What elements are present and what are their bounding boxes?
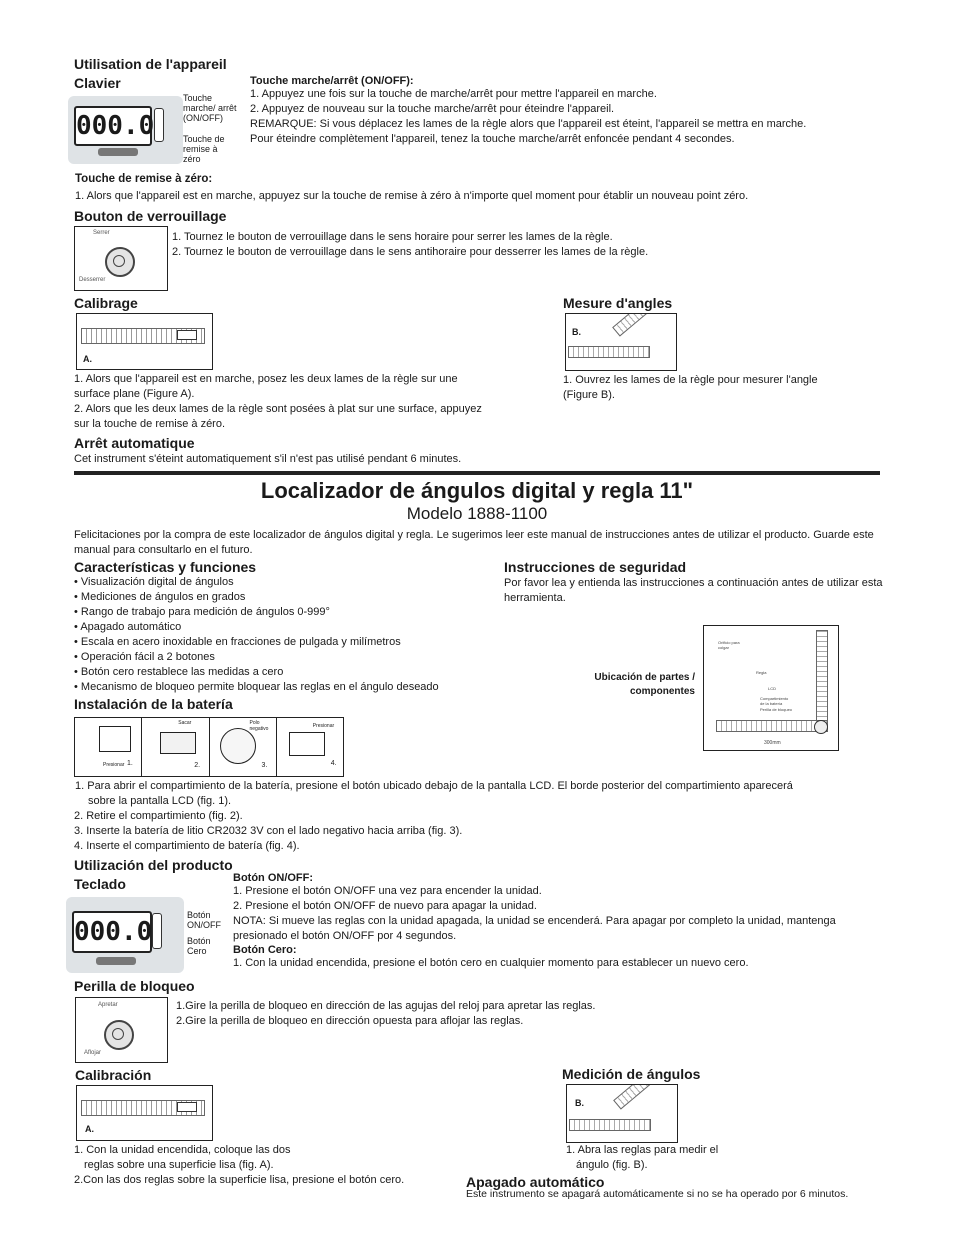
fr-keypad-figure [68,96,183,164]
fr-angle-fig-label: B. [572,327,581,337]
parts-callout: Orificio para colgar [718,640,740,650]
es-calib-line-1: 1. Con la unidad encendida, coloque las dos reglas sobre una superficie lisa (fig. A). [74,1144,291,1171]
fr-lock-loosen-label: Desserrer [79,277,106,283]
ruler-horizontal [716,720,828,732]
fr-onoff-block [250,75,830,147]
parts-callout: Regla [756,670,767,675]
es-parts-diagram [703,625,839,751]
es-title: Localizador de ángulos digital y regla 11" [260,478,694,503]
lock-knob-center [113,255,125,267]
fr-lock-tighten-label: Serrer [93,230,110,236]
lcd-display: 000.0 [72,911,152,953]
fr-lock-line-2: 2. Tournez le bouton de verrouillage dans le sens antihoraire pour desserrer les lames de la règle. [172,246,649,258]
fr-auto-title: Arrêt automatique [74,435,195,451]
side-buttons [154,108,164,142]
fig-lcd [99,726,131,752]
battery-step: 1. Para abrir el compartimiento de la batería, presione el botón ubicado debajo de la pantalla LCD. El borde posterior del compartimiento aparecerá sobre la pantalla LCD (fig. 1). [75,780,793,807]
section-divider [74,471,880,475]
fr-lock-text [172,230,812,260]
es-zero-text: 1. Con la unidad encendida, presione el botón cero en cualquier momento para establecer un nuevo cero. [233,957,749,969]
pivot [814,720,828,734]
battery-fig-number: 1. [127,760,133,767]
battery-door [96,957,136,965]
fr-calib-text [74,372,484,432]
es-keypad-figure [66,897,184,973]
fr-zero-text: 1. Alors que l'appareil est en marche, appuyez sur la touche de remise à zéro à n'importe quel moment pour établir un nouveau point zéro. [75,190,749,202]
side-buttons [152,913,162,949]
battery-fig-3 [210,718,277,776]
es-features-title: Características y funciones [74,559,257,575]
battery-step: 4. Inserte el compartimiento de batería (fig. 4). [74,840,300,852]
battery-fig-number: 3. [261,762,268,769]
parts-callout: Compartimiento de la batería [760,696,789,706]
es-lock-figure [75,997,168,1063]
ruler-lcd [177,1102,197,1112]
fr-calib-line-1: 1. Alors que l'appareil est en marche, posez les deux lames de la règle sur une surface plane (Figure A). [74,373,458,400]
fr-section-title: Utilisation de l'appareil [74,56,227,72]
es-safety-title: Instrucciones de seguridad [504,559,687,575]
battery-step: 2. Retire el compartimiento (fig. 2). [74,810,243,822]
parts-callout: LCD [768,686,777,691]
ruler-base [569,1119,651,1131]
ruler-base [568,346,650,358]
es-lock-line-2: 2.Gire la perilla de bloqueo en dirección opuesta para aflojar las reglas. [176,1015,524,1027]
fr-auto-text: Cet instrument s'éteint automatiquement s'il n'est pas utilisé pendant 6 minutes. [74,453,462,465]
es-zero-heading: Botón Cero: [233,944,297,956]
ruler-arm [612,313,675,337]
fr-onoff-note: REMARQUE: Si vous déplacez les lames de la règle alors que l'appareil est éteint, l'appareil se mettra en marche. Pour éteindre complètement l'appareil, tenez la touche marche/arrêt enfoncée pendant 4 secondes. [250,118,807,145]
fig-lcd [289,732,325,756]
lcd-display: 000.0 [74,106,152,146]
feature-item: • Mecanismo de bloqueo permite bloquear las reglas en el ángulo deseado [74,680,504,695]
battery-door [98,148,138,156]
fr-onoff-heading: Touche marche/arrêt (ON/OFF): [250,75,414,87]
es-angle-title: Medición de ángulos [562,1066,701,1082]
battery-fig-number: 4. [330,760,337,767]
es-onoff-note: NOTA: Si mueve las reglas con la unidad apagada, la unidad se encenderá. Para apagar por completo la unidad, mantenga presionado el botón ON/OFF por 4 segundos. [233,915,836,942]
es-safety-text: Por favor lea y entienda las instrucciones a continuación antes de utilizar esta herramienta. [504,577,883,604]
es-parts-label: Ubicación de partes / componentes [594,672,695,697]
es-lock-line-1: 1.Gire la perilla de bloqueo en dirección de las agujas del reloj para apretar las reglas. [176,1000,596,1012]
fr-angle-text: 1. Ouvrez les lames de la règle pour mesurer l'angle (Figure B). [563,374,818,401]
feature-item: • Operación fácil a 2 botones [74,650,504,665]
feature-item: • Visualización digital de ángulos [74,575,504,590]
es-onoff-line-2: 2. Presione el botón ON/OFF de nuevo para apagar la unidad. [233,900,537,912]
feature-item: • Mediciones de ángulos en grados [74,590,504,605]
fr-angle-figure [565,313,677,371]
es-auto-title: Apagado automático [466,1174,605,1190]
es-lock-tighten-label: Apretar [98,1002,118,1008]
feature-item: • Apagado automático [74,620,504,635]
fr-lock-figure [74,226,168,291]
es-intro: Felicitaciones por la compra de este localizador de ángulos digital y regla. Le sugerimos leer este manual de instrucciones antes de utilizar el producto. Guarde este manual para consultarlo en el futuro. [74,529,874,556]
lock-knob-center [112,1028,124,1040]
es-zero-callout: Botón Cero [187,936,211,956]
es-calib-title: Calibración [75,1067,152,1083]
es-use-title: Utilización del producto [74,857,233,873]
es-lock-loosen-label: Aflojar [84,1050,102,1056]
es-lock-text [176,999,796,1029]
ruler-lcd [177,330,197,340]
fr-calib-line-2: 2. Alors que les deux lames de la règle sont posées à plat sur une surface, appuyez sur la touche de remise à zéro. [74,403,482,430]
battery-fig-label: Presionar [103,762,125,768]
es-model: Modelo 1888-1100 [406,504,548,523]
fr-calib-fig-label: A. [83,354,92,364]
fr-onoff-line-2: 2. Appuyez de nouveau sur la touche marche/arrêt pour éteindre l'appareil. [250,103,615,115]
ruler-arm [613,1084,676,1110]
es-angle-fig-label: B. [575,1098,584,1108]
fig-lcd [160,732,196,754]
es-onoff-line-1: 1. Presione el botón ON/OFF una vez para encender la unidad. [233,885,542,897]
fr-keypad-title: Clavier [74,75,121,91]
fr-zero-heading: Touche de remise à zéro: [75,173,213,185]
fr-onoff-line-1: 1. Appuyez une fois sur la touche de marche/arrêt pour mettre l'appareil en marche. [250,88,657,100]
fr-zero-callout: Touche de remise à zéro [183,134,225,164]
battery-step: 3. Inserte la batería de litio CR2032 3V con el lado negativo hacia arriba (fig. 3). [74,825,463,837]
feature-item: • Botón cero restablece las medidas a cero [74,665,504,680]
es-onoff-block [233,872,873,971]
es-lock-title: Perilla de bloqueo [74,978,195,994]
parts-callout: 300mm [764,740,781,746]
es-calib-text [74,1143,474,1188]
fr-angle-title: Mesure d'angles [563,295,673,311]
battery-fig-2 [142,718,209,776]
es-features-list [74,575,504,695]
es-calib-figure [76,1085,213,1141]
es-angle-figure [566,1084,678,1143]
es-battery-figures [74,717,344,777]
battery-fig-label: Polo negativo [249,720,269,732]
battery-fig-1 [75,718,142,776]
es-onoff-heading: Botón ON/OFF: [233,872,314,884]
battery-fig-label: Presionar [312,723,335,729]
battery-fig-4 [277,718,343,776]
es-battery-title: Instalación de la batería [74,696,233,712]
es-angle-text: 1. Abra las reglas para medir el ángulo (fig. B). [566,1144,719,1171]
fr-lock-title: Bouton de verrouillage [74,208,227,224]
fr-onoff-callout: Touche marche/ arrêt (ON/OFF) [183,93,237,123]
fr-lock-line-1: 1. Tournez le bouton de verrouillage dans le sens horaire pour serrer les lames de la règle. [172,231,613,243]
es-battery-steps [74,779,814,854]
ruler-vertical [816,630,828,732]
es-onoff-callout: Botón ON/OFF [187,910,221,930]
coin-cell [220,728,256,764]
es-auto-text: Este instrumento se apagará automáticamente si no se ha operado por 6 minutos. [466,1188,849,1200]
fr-calib-figure [76,313,213,370]
feature-item: • Rango de trabajo para medición de ángulos 0-999° [74,605,504,620]
es-keypad-title: Teclado [74,876,126,892]
fr-calib-title: Calibrage [74,295,138,311]
es-calib-line-2: 2.Con las dos reglas sobre la superficie lisa, presione el botón cero. [74,1174,405,1186]
battery-fig-number: 2. [194,762,201,769]
battery-fig-label: Sacar [178,720,192,726]
es-calib-fig-label: A. [85,1124,94,1134]
parts-callout: Perilla de bloqueo [760,707,793,712]
feature-item: • Escala en acero inoxidable en fracciones de pulgada y milímetros [74,635,504,650]
